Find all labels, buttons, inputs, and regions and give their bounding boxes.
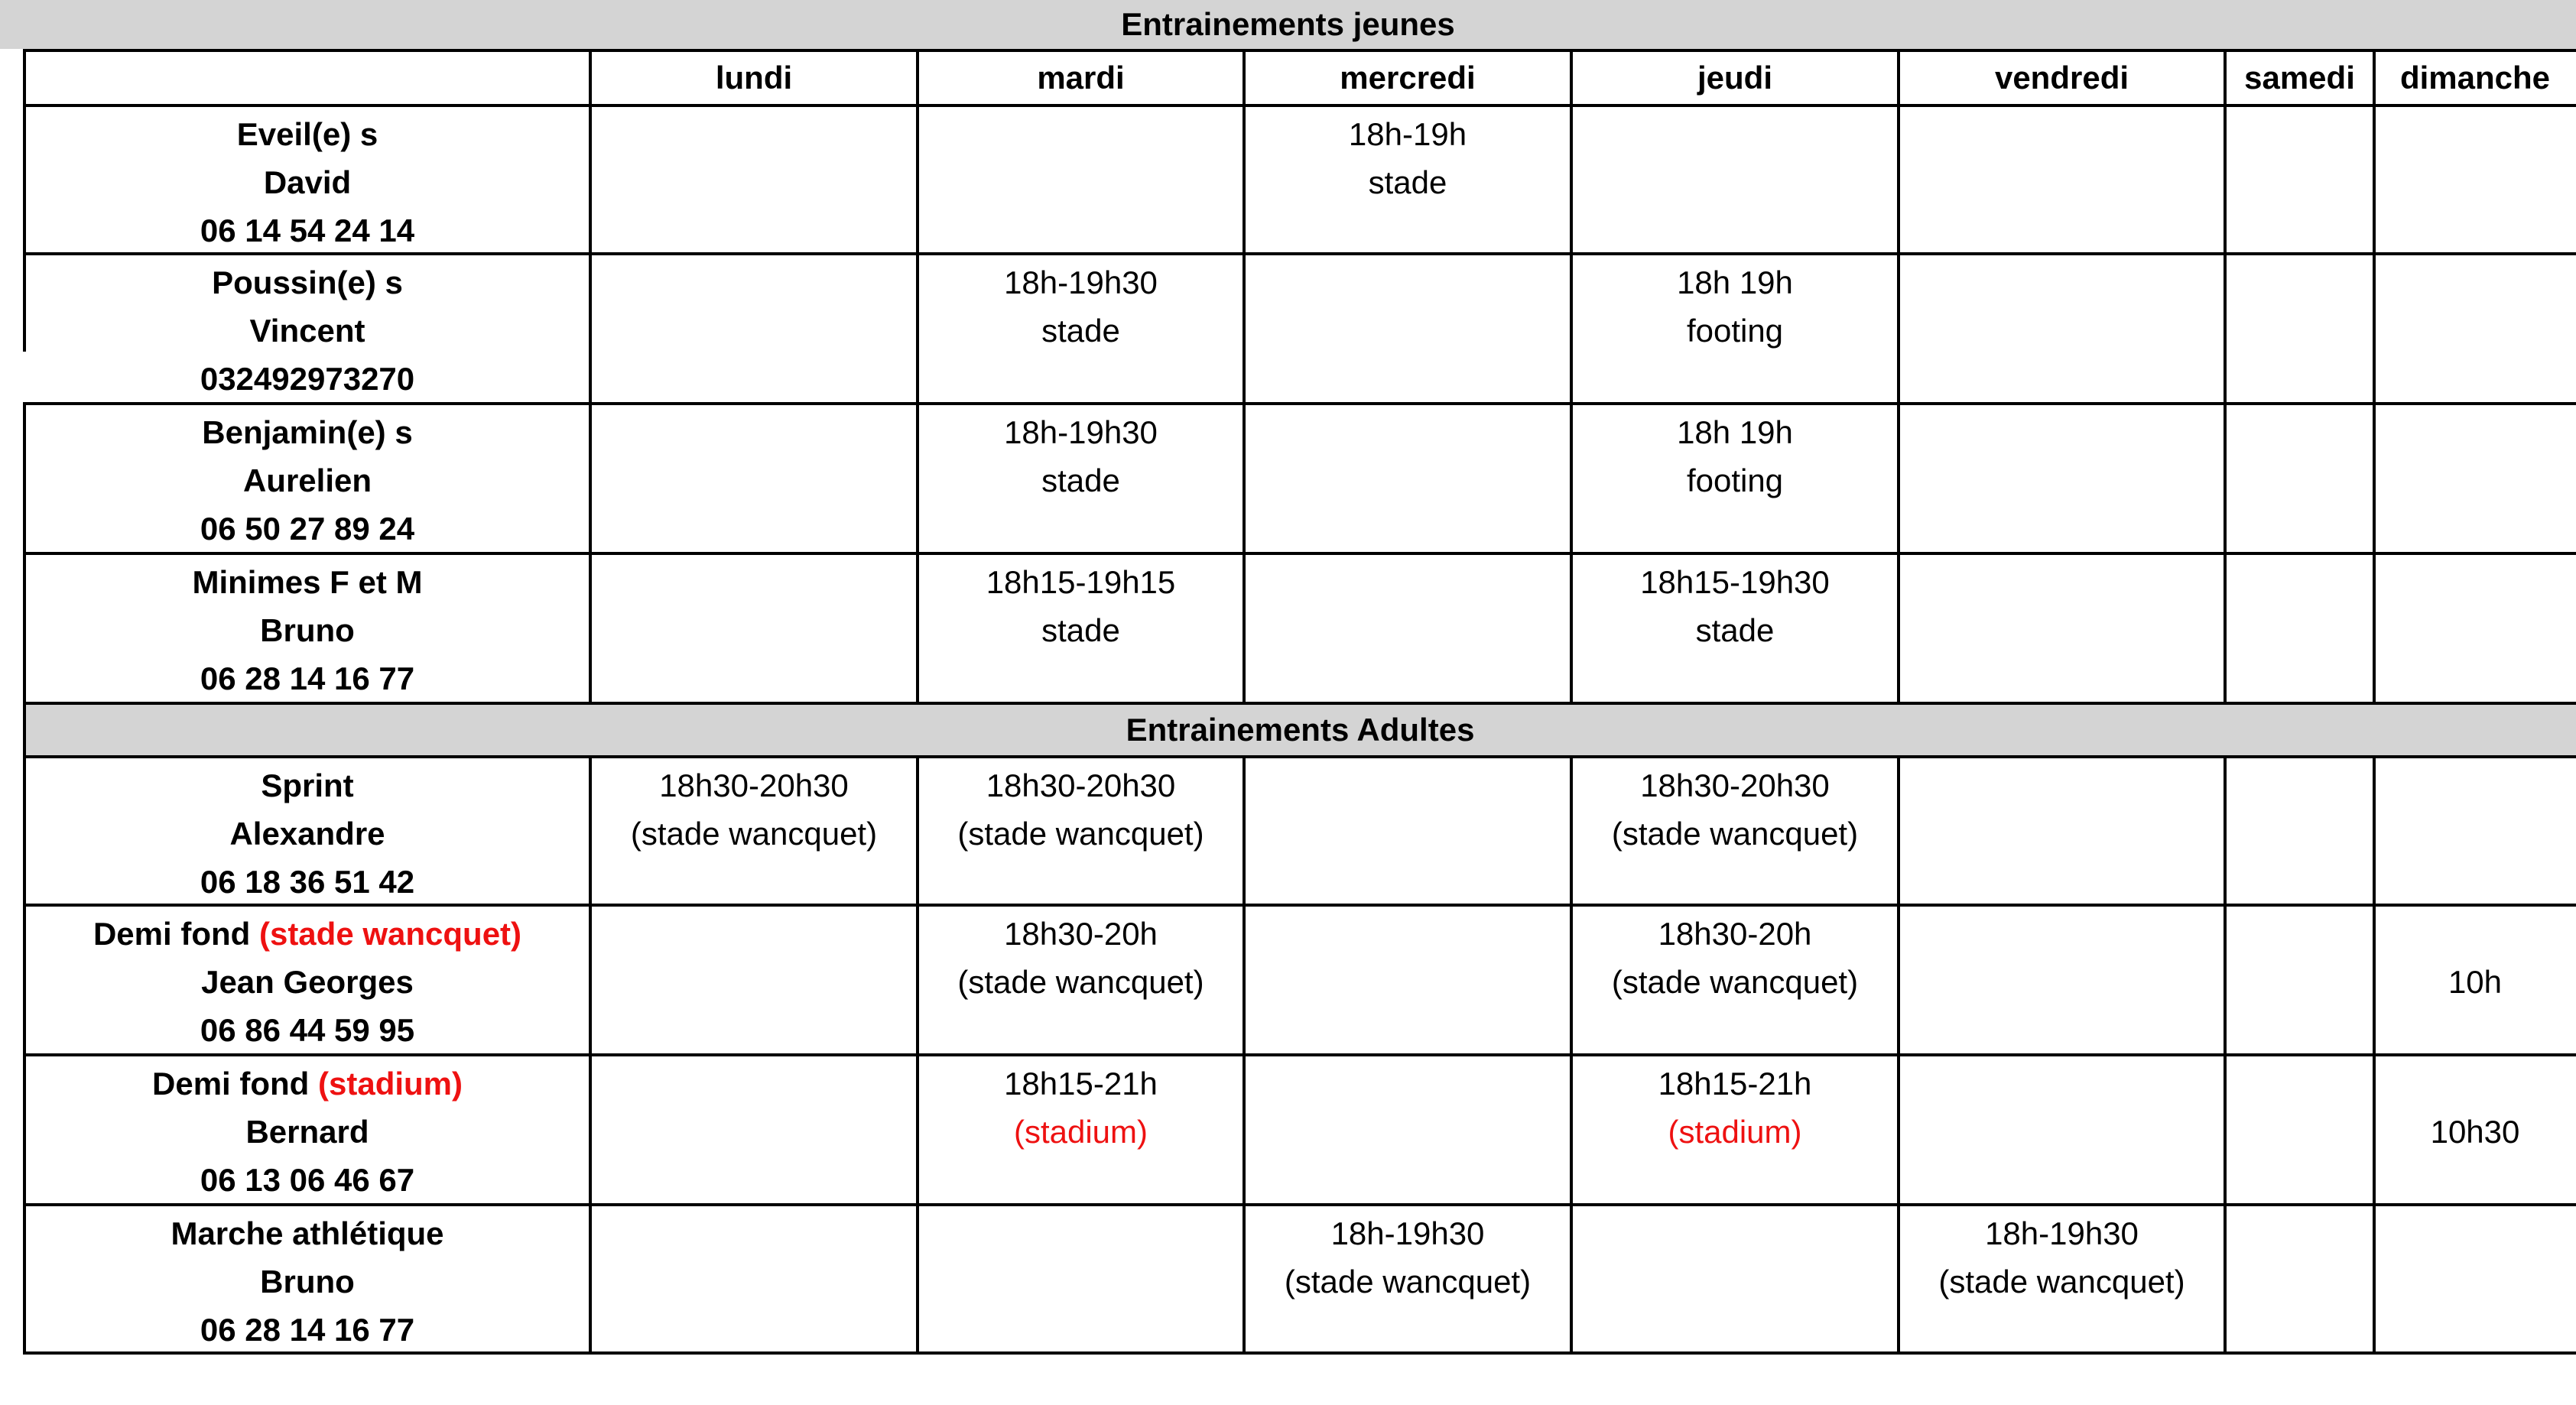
day-header-samedi: samedi xyxy=(2244,60,2355,96)
grid-line-v xyxy=(1897,755,1900,1355)
session-demi-fond-stadium-jeudi: 18h15-21h (stadium) xyxy=(1658,1066,1812,1150)
group-cell-marche-athletique xyxy=(24,1206,590,1351)
session-minimes-jeudi: 18h15-19h30 stade xyxy=(1640,564,1830,648)
grid-line-h xyxy=(23,904,2576,907)
session-sprint-jeudi: 18h30-20h30 (stade wancquet) xyxy=(1611,767,1859,852)
group-name: Poussin(e) s xyxy=(212,264,403,300)
session-demi-fond-stadium-mardi: 18h15-21h (stadium) xyxy=(1004,1066,1158,1150)
adult-section-header xyxy=(24,705,2576,755)
grid-line-v xyxy=(1243,755,1246,1355)
grid-line-v xyxy=(23,402,26,1355)
coach-name: Bruno xyxy=(260,612,355,648)
grid-line-h xyxy=(23,49,2576,52)
grid-line-h xyxy=(23,104,2576,107)
group-name: Minimes F et M xyxy=(192,564,423,600)
session-benjamin-mardi: 18h-19h30 stade xyxy=(1004,414,1158,498)
group-venue-note: (stadium) xyxy=(318,1066,463,1102)
group-name: Marche athlétique xyxy=(171,1215,444,1251)
coach-name: Vincent xyxy=(249,313,365,349)
session-eveil-mercredi: 18h-19h stade xyxy=(1348,116,1467,200)
grid-line-h xyxy=(23,252,2576,255)
group-cell-demi-fond-wancquet xyxy=(24,907,590,1053)
session-demi-fond-wancquet-dimanche: 10h xyxy=(2448,964,2503,1000)
adult-section-title: Entrainements Adultes xyxy=(1126,712,1475,748)
youth-section-header xyxy=(0,0,2576,49)
coach-phone: 06 13 06 46 67 xyxy=(200,1162,415,1198)
session-demi-fond-wancquet-mardi: 18h30-20h (stade wancquet) xyxy=(957,916,1204,1000)
coach-phone: 032492973270 xyxy=(200,361,415,397)
grid-line-v xyxy=(1570,49,1573,705)
session-marche-mercredi: 18h-19h30 (stade wancquet) xyxy=(1284,1215,1532,1300)
session-poussin-mardi: 18h-19h30 stade xyxy=(1004,264,1158,349)
grid-line-v xyxy=(2224,755,2227,1355)
grid-line-h xyxy=(23,702,2576,705)
grid-line-h xyxy=(23,755,2576,758)
grid-line-v xyxy=(2373,49,2376,705)
coach-name: Jean Georges xyxy=(201,964,414,1000)
group-cell-eveil xyxy=(24,107,590,252)
coach-name: Alexandre xyxy=(229,816,385,852)
group-cell-poussin xyxy=(24,255,590,402)
session-minimes-mardi: 18h15-19h15 stade xyxy=(986,564,1176,648)
session-marche-vendredi: 18h-19h30 (stade wancquet) xyxy=(1938,1215,2185,1300)
group-venue-note: (stade wancquet) xyxy=(258,916,522,952)
grid-line-v xyxy=(916,49,919,705)
grid-line-v xyxy=(589,49,592,705)
coach-name: Aurelien xyxy=(242,462,372,498)
day-header-mardi: mardi xyxy=(1037,60,1125,96)
group-name: Eveil(e) s xyxy=(236,116,378,152)
day-header-vendredi: vendredi xyxy=(1994,60,2129,96)
group-name: Demi fond xyxy=(152,1066,310,1102)
coach-phone: 06 14 54 24 14 xyxy=(200,213,415,248)
grid-line-h xyxy=(23,1053,2576,1056)
coach-phone: 06 86 44 59 95 xyxy=(200,1012,415,1048)
group-name: Sprint xyxy=(261,767,354,803)
coach-name: Bruno xyxy=(260,1264,355,1300)
grid-line-h xyxy=(23,402,2576,405)
coach-phone: 06 28 14 16 77 xyxy=(200,1312,415,1348)
group-cell-benjamin xyxy=(24,405,590,552)
grid-line-v xyxy=(2224,49,2227,705)
day-header-lundi: lundi xyxy=(715,60,793,96)
coach-phone: 06 50 27 89 24 xyxy=(200,511,415,547)
day-header-mercredi: mercredi xyxy=(1340,60,1476,96)
grid-line-v xyxy=(1570,755,1573,1355)
group-cell-sprint xyxy=(24,758,590,904)
coach-phone: 06 28 14 16 77 xyxy=(200,660,415,696)
day-header-dimanche: dimanche xyxy=(2399,60,2551,96)
youth-section-title: Entrainements jeunes xyxy=(1121,6,1455,42)
session-benjamin-jeudi: 18h 19h footing xyxy=(1677,414,1793,498)
grid-line-v xyxy=(1897,49,1900,705)
session-sprint-lundi: 18h30-20h30 (stade wancquet) xyxy=(630,767,878,852)
grid-line-v xyxy=(916,755,919,1355)
grid-line-h xyxy=(23,552,2576,555)
grid-line-h xyxy=(23,1351,2576,1355)
session-sprint-mardi: 18h30-20h30 (stade wancquet) xyxy=(957,767,1204,852)
coach-phone: 06 18 36 51 42 xyxy=(200,864,415,900)
grid-line-v xyxy=(589,755,592,1355)
grid-line-v xyxy=(1243,49,1246,705)
session-demi-fond-stadium-dimanche: 10h30 xyxy=(2430,1114,2520,1150)
day-header-jeudi: jeudi xyxy=(1697,60,1772,96)
group-cell-demi-fond-stadium xyxy=(24,1056,590,1203)
coach-name: David xyxy=(263,164,352,200)
group-cell-minimes xyxy=(24,555,590,702)
session-poussin-jeudi: 18h 19h footing xyxy=(1677,264,1793,349)
grid-line-h xyxy=(23,1203,2576,1206)
session-demi-fond-wancquet-jeudi: 18h30-20h (stade wancquet) xyxy=(1611,916,1859,1000)
group-name: Demi fond xyxy=(93,916,251,952)
group-name: Benjamin(e) s xyxy=(202,414,413,450)
grid-line-v xyxy=(2373,755,2376,1355)
coach-name: Bernard xyxy=(245,1114,369,1150)
grid-line-v xyxy=(23,49,26,352)
